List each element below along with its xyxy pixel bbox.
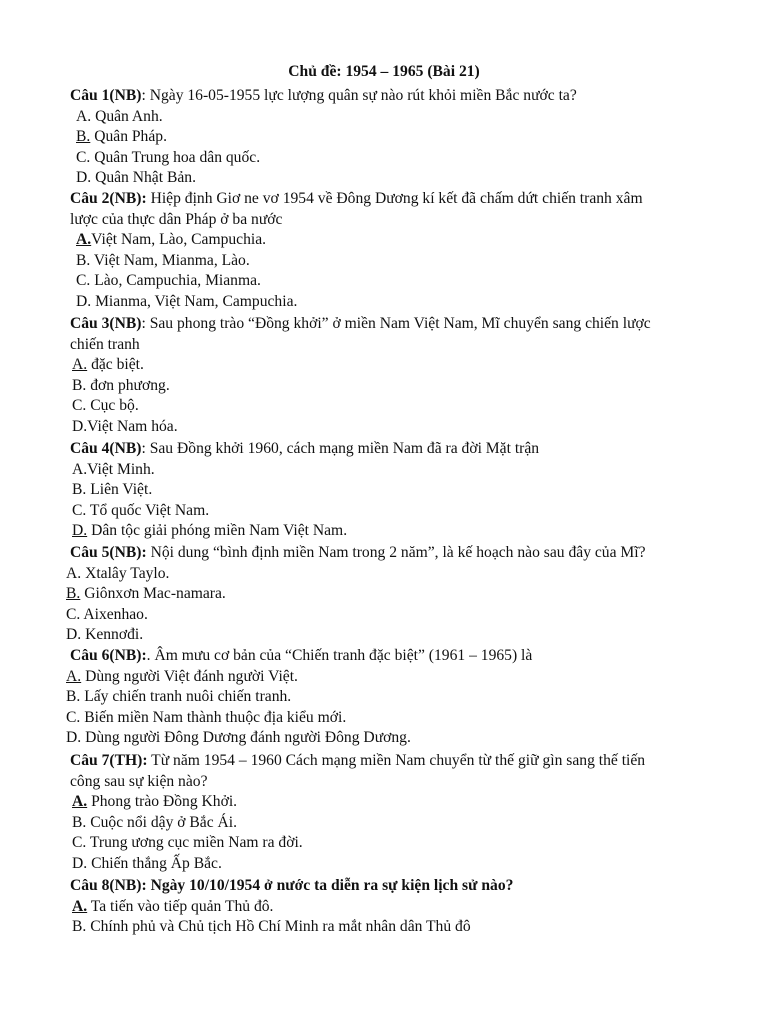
question-label: Câu 6(NB): (70, 647, 147, 664)
option-text: Cục bộ. (86, 397, 139, 415)
option-text: Lào, Campuchia, Mianma. (90, 272, 261, 290)
question-body: : Sau Đồng khởi 1960, cách mạng miền Nam đã ra đời Mặt trận (141, 440, 540, 457)
option-key: C. (72, 834, 87, 852)
option-key: A. (66, 564, 82, 582)
option-key: D. (76, 292, 92, 310)
option-text: Việt Nam, Lào, Campuchia. (91, 231, 267, 249)
option-key: A. (76, 107, 92, 125)
option-key: B. (72, 376, 87, 394)
question-4 (0, 439, 768, 542)
option-key: B. (72, 813, 87, 831)
question-body: : Ngày 16-05-1955 lực lượng quân sự nào rút khỏi miền Bắc nước ta? (141, 87, 577, 104)
question-8 (0, 876, 768, 938)
option-text: Quân Nhật Bản. (91, 169, 196, 187)
option-text: Dùng người Việt đánh người Việt. (81, 667, 298, 685)
question-body: : Sau phong trào “Đồng khởi” ở miền Nam Việt Nam, Mĩ chuyển sang chiến lược (141, 315, 651, 332)
answer-option (0, 396, 768, 417)
page-title: Chủ đề: 1954 – 1965 (Bài 21) (288, 63, 480, 80)
option-key: C. (76, 148, 91, 166)
option-text: Lấy chiến tranh nuôi chiến tranh. (80, 688, 292, 706)
option-text: Tổ quốc Việt Nam. (86, 501, 210, 519)
question-label: Câu 5(NB): (70, 544, 147, 561)
question-7 (0, 751, 768, 875)
option-text: Quân Pháp. (90, 128, 167, 146)
option-key: D. (66, 626, 82, 644)
option-key: A. (72, 460, 88, 478)
option-text: Quân Anh. (91, 107, 163, 125)
answer-option-correct (0, 127, 768, 148)
question-3 (0, 314, 768, 438)
option-text: Chính phủ và Chủ tịch Hồ Chí Minh ra mắt nhân dân Thủ đô (86, 918, 471, 936)
answer-option (0, 251, 768, 272)
option-key: B. (72, 918, 87, 936)
answer-option (0, 625, 768, 646)
option-text: Quân Trung hoa dân quốc. (90, 148, 261, 166)
question-6 (0, 646, 768, 749)
question-text (0, 189, 768, 230)
option-key: C. (66, 605, 81, 623)
option-key: B. (66, 585, 81, 603)
question-text (0, 751, 768, 792)
answer-option-correct (0, 521, 768, 542)
option-text: đơn phương. (86, 376, 170, 394)
answer-option-correct (0, 667, 768, 688)
answer-option (0, 460, 768, 481)
option-text: Biến miền Nam thành thuộc địa kiểu mới. (80, 708, 347, 726)
option-key: A. (72, 897, 88, 915)
answer-option-correct (0, 230, 768, 251)
option-text: Giônxơn Mac-namara. (80, 585, 226, 603)
option-text: Mianma, Việt Nam, Campuchia. (91, 292, 298, 310)
answer-option-correct (0, 355, 768, 376)
question-text (0, 876, 768, 897)
question-5 (0, 543, 768, 646)
answer-option (0, 687, 768, 708)
option-text: Cuộc nổi dậy ở Bắc Ái. (86, 813, 238, 831)
option-text: Ta tiến vào tiếp quản Thủ đô. (87, 897, 274, 915)
option-key: B. (66, 688, 81, 706)
answer-option (0, 417, 768, 438)
answer-option-correct (0, 897, 768, 918)
option-text: Chiến thắng Ấp Bắc. (87, 854, 222, 872)
answer-option (0, 564, 768, 585)
option-key: B. (76, 128, 91, 146)
answer-option-correct (0, 584, 768, 605)
answer-option (0, 605, 768, 626)
option-key: C. (72, 501, 87, 519)
option-key: B. (76, 251, 91, 269)
question-label: Câu 4(NB) (70, 440, 142, 457)
answer-option (0, 480, 768, 501)
question-text (0, 314, 768, 355)
answer-option-correct (0, 792, 768, 813)
option-key: A. (66, 667, 82, 685)
answer-option (0, 833, 768, 854)
option-key: B. (72, 481, 87, 499)
answer-option (0, 813, 768, 834)
option-key: D. (72, 854, 88, 872)
answer-option (0, 292, 768, 313)
option-text: Dùng người Đông Dương đánh người Đông Dương. (81, 729, 411, 747)
question-text (0, 439, 768, 460)
option-key: C. (76, 272, 91, 290)
question-body: Từ năm 1954 – 1960 Cách mạng miền Nam chuyển từ thế giữ gìn sang thế tiến (147, 752, 646, 769)
option-key: C. (66, 708, 81, 726)
answer-option (0, 271, 768, 292)
question-body: . Âm mưu cơ bản của “Chiến tranh đặc biệt” (1961 – 1965) là (146, 647, 533, 664)
option-text: đặc biệt. (87, 356, 144, 374)
answer-option (0, 148, 768, 169)
option-text: Việt Nam hóa. (87, 417, 178, 435)
option-text: Việt Nam, Mianma, Lào. (90, 251, 250, 269)
question-body-line-2: chiến tranh (70, 335, 140, 353)
answer-option (0, 728, 768, 749)
question-2 (0, 189, 768, 313)
answer-option (0, 501, 768, 522)
option-key: D. (72, 417, 88, 435)
question-body-line-2: lược của thực dân Pháp ở ba nước (70, 210, 283, 228)
question-label: Câu 1(NB) (70, 87, 142, 104)
question-text (0, 543, 768, 564)
option-key: A. (72, 356, 88, 374)
option-text: Aixenhao. (80, 605, 148, 623)
option-key: D. (76, 169, 92, 187)
option-text: Kennơđi. (81, 626, 144, 644)
option-key: C. (72, 397, 87, 415)
question-label: Câu 7(TH): (70, 752, 148, 769)
option-text: Việt Minh. (87, 460, 155, 478)
question-body: Hiệp định Giơ ne vơ 1954 về Đông Dương kí kết đã chấm dứt chiến tranh xâm (146, 190, 643, 207)
option-key: A. (72, 793, 88, 811)
option-text: Xtalây Taylo. (81, 564, 170, 582)
question-1 (0, 86, 768, 189)
option-text: Trung ương cục miền Nam ra đời. (86, 834, 303, 852)
answer-option (0, 708, 768, 729)
option-key: D. (66, 729, 82, 747)
option-key: A. (76, 231, 92, 249)
question-body-line-2: công sau sự kiện nào? (70, 772, 208, 790)
answer-option (0, 168, 768, 189)
answer-option (0, 917, 768, 938)
option-text: Dân tộc giải phóng miền Nam Việt Nam. (87, 522, 348, 540)
question-body: Nội dung “bình định miền Nam trong 2 năm”, là kế hoạch nào sau đây của Mĩ? (146, 544, 646, 561)
answer-option (0, 107, 768, 128)
option-text: Phong trào Đồng Khởi. (87, 793, 238, 811)
question-text (0, 86, 768, 107)
question-label: Câu 8(NB): Ngày 10/10/1954 ở nước ta diễn ra sự kiện lịch sử nào? (70, 877, 514, 894)
answer-option (0, 376, 768, 397)
answer-option (0, 854, 768, 875)
option-key: D. (72, 522, 88, 540)
option-text: Liên Việt. (86, 481, 153, 499)
question-label: Câu 3(NB) (70, 315, 142, 332)
question-text (0, 646, 768, 667)
question-label: Câu 2(NB): (70, 190, 147, 207)
